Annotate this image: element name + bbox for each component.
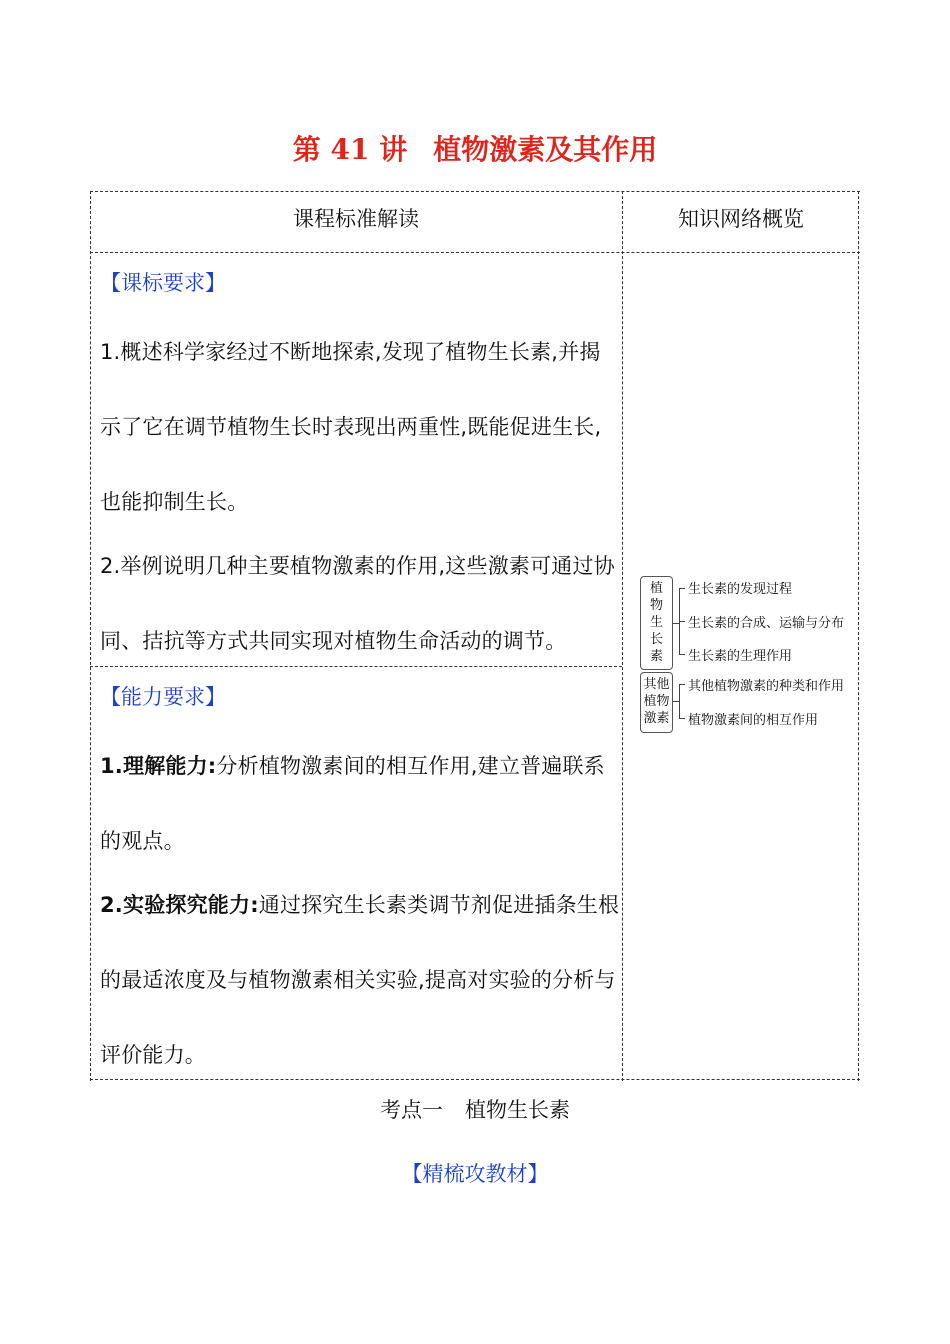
page-title <box>0 128 950 168</box>
lecture-topic: 植物激素及其作用 <box>433 133 658 166</box>
knowledge-map <box>638 575 860 735</box>
table-border-left <box>90 191 91 1081</box>
ability-2 <box>100 868 620 1093</box>
section-heading: 【课标要求】 <box>100 271 226 295</box>
map-branch-auxin-function: 生长素的生理作用 <box>688 649 793 664</box>
section-tag: 【精梳攻教材】 <box>401 1162 549 1186</box>
map-branch-auxin-discovery: 生长素的发现过程 <box>688 582 793 597</box>
header-curriculum-standards: 课程标准解读 <box>293 207 419 231</box>
section-ability-requirements <box>100 667 620 1093</box>
requirement-1: 1.概述科学家经过不断地探索,发现了植物生长素,并揭示了它在调节植物生长时表现出两重性,既能促进生长,也能抑制生长。 <box>100 340 602 514</box>
map-branch-interactions: 植物激素间的相互作用 <box>688 713 819 728</box>
ability-2-text: 通过探究生长素类调节剂促进插条生根的最适浓度及与植物激素相关实验,提高对实验的分析与评价能力。 <box>100 893 620 1067</box>
ability-1-text: 分析植物激素间的相互作用,建立普遍联系的观点。 <box>100 754 605 853</box>
section-heading: 【能力要求】 <box>100 685 226 709</box>
section-curriculum-requirements <box>100 253 620 679</box>
map-node-label: 植物生长素 <box>649 581 663 664</box>
curriculum-table <box>90 191 860 1081</box>
map-branch-other-types: 其他植物激素的种类和作用 <box>688 679 845 694</box>
header-knowledge-network: 知识网络概览 <box>678 207 804 231</box>
table-column-divider <box>622 191 623 1081</box>
map-branch-auxin-synthesis: 生长素的合成、运输与分布 <box>688 616 845 631</box>
map-node-label: 其他植物激素 <box>643 677 670 726</box>
exam-point-label: 考点一 <box>380 1098 443 1122</box>
exam-point-heading <box>0 1094 950 1124</box>
map-node-auxin <box>640 576 673 670</box>
lecture-number: 第 41 讲 <box>292 133 408 166</box>
ability-1 <box>100 729 620 879</box>
ability-1-label: 1.理解能力: <box>100 754 217 778</box>
map-node-other-hormones <box>640 672 673 733</box>
ability-2-label: 2.实验探究能力: <box>100 893 259 917</box>
exam-point-topic: 植物生长素 <box>465 1098 570 1122</box>
requirement-2: 2.举例说明几种主要植物激素的作用,这些激素可通过协同、拮抗等方式共同实现对植物生命活动的调节。 <box>100 554 615 653</box>
